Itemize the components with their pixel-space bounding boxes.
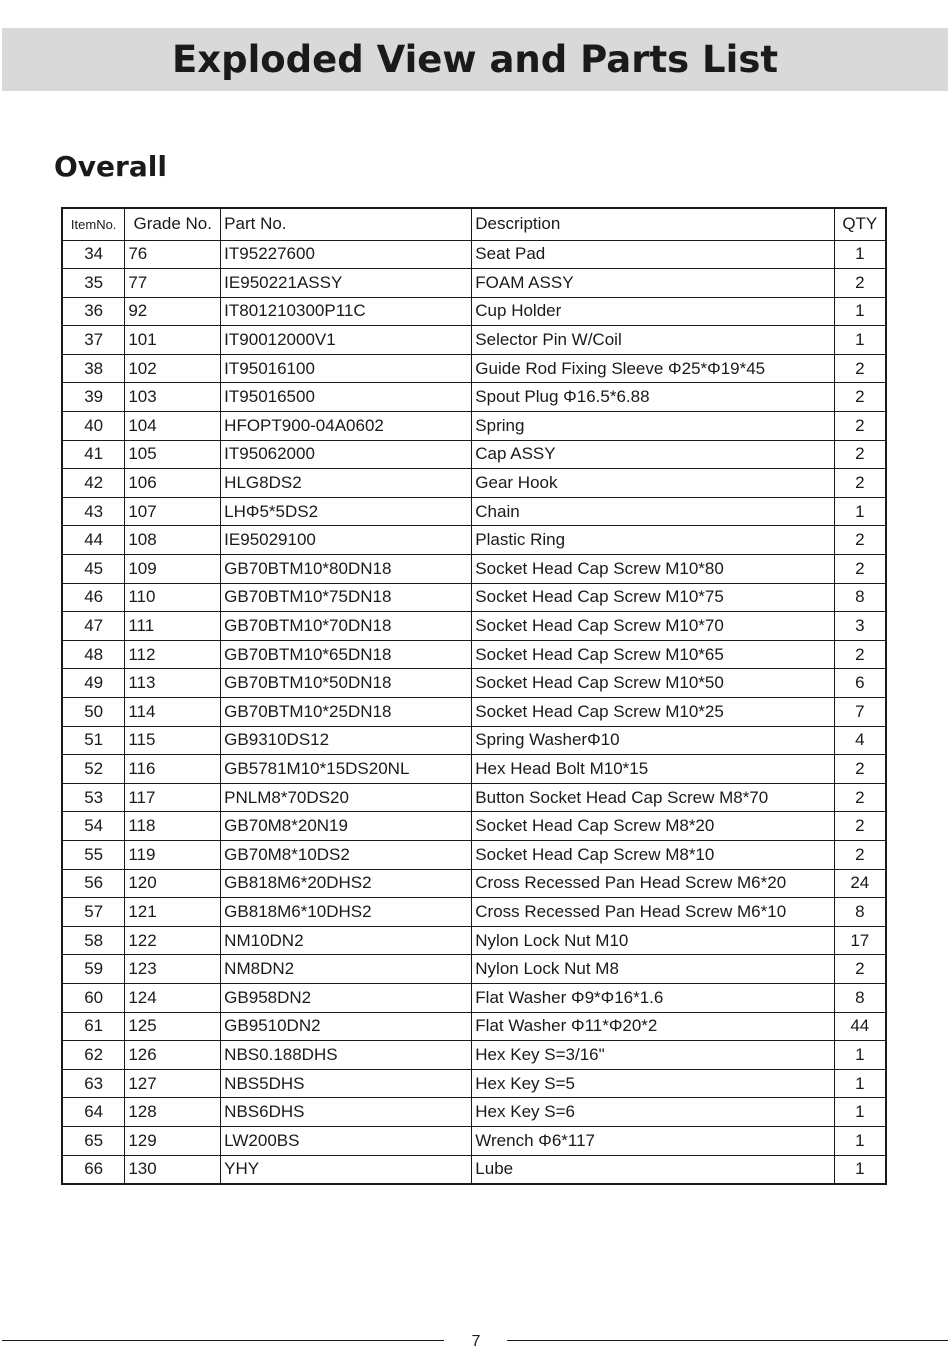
cell-grade-no: 120	[125, 869, 221, 898]
cell-part-no: NBS0.188DHS	[221, 1041, 472, 1070]
cell-qty: 2	[834, 755, 886, 784]
table-row	[62, 669, 886, 698]
cell-qty: 2	[834, 469, 886, 498]
cell-qty: 2	[834, 555, 886, 584]
header-grade-no: Grade No.	[125, 208, 221, 240]
cell-grade-no: 103	[125, 383, 221, 412]
cell-item-no: 47	[62, 612, 125, 641]
cell-description: Wrench Φ6*117	[472, 1126, 834, 1155]
cell-grade-no: 130	[125, 1155, 221, 1184]
cell-item-no: 49	[62, 669, 125, 698]
cell-grade-no: 122	[125, 926, 221, 955]
cell-item-no: 37	[62, 326, 125, 355]
table-header-row	[62, 208, 886, 240]
table-row	[62, 383, 886, 412]
cell-part-no: NBS6DHS	[221, 1098, 472, 1127]
cell-description: Socket Head Cap Screw M8*10	[472, 840, 834, 869]
table-row	[62, 497, 886, 526]
cell-description: Guide Rod Fixing Sleeve Φ25*Φ19*45	[472, 354, 834, 383]
cell-qty: 2	[834, 640, 886, 669]
cell-part-no: GB9510DN2	[221, 1012, 472, 1041]
cell-part-no: IT801210300P11C	[221, 297, 472, 326]
cell-item-no: 66	[62, 1155, 125, 1184]
table-row	[62, 412, 886, 441]
cell-description: Selector Pin W/Coil	[472, 326, 834, 355]
cell-description: Socket Head Cap Screw M10*65	[472, 640, 834, 669]
cell-qty: 2	[834, 383, 886, 412]
cell-item-no: 35	[62, 269, 125, 298]
cell-grade-no: 92	[125, 297, 221, 326]
cell-part-no: GB70BTM10*65DN18	[221, 640, 472, 669]
page-title: Exploded View and Parts List	[171, 38, 779, 81]
cell-description: Cross Recessed Pan Head Screw M6*10	[472, 898, 834, 927]
cell-grade-no: 76	[125, 240, 221, 269]
cell-qty: 8	[834, 583, 886, 612]
section-heading: Overall	[54, 150, 167, 183]
cell-part-no: LHΦ5*5DS2	[221, 497, 472, 526]
table-row	[62, 1041, 886, 1070]
table-row	[62, 1098, 886, 1127]
cell-qty: 24	[834, 869, 886, 898]
cell-qty: 2	[834, 269, 886, 298]
cell-item-no: 40	[62, 412, 125, 441]
parts-table	[61, 207, 887, 1185]
cell-item-no: 41	[62, 440, 125, 469]
cell-part-no: GB958DN2	[221, 983, 472, 1012]
cell-part-no: GB70BTM10*70DN18	[221, 612, 472, 641]
cell-description: Flat Washer Φ9*Φ16*1.6	[472, 983, 834, 1012]
cell-description: Spout Plug Φ16.5*6.88	[472, 383, 834, 412]
cell-grade-no: 115	[125, 726, 221, 755]
cell-qty: 2	[834, 526, 886, 555]
cell-qty: 1	[834, 297, 886, 326]
cell-qty: 1	[834, 240, 886, 269]
cell-description: Gear Hook	[472, 469, 834, 498]
table-row	[62, 955, 886, 984]
table-row	[62, 640, 886, 669]
cell-item-no: 43	[62, 497, 125, 526]
cell-description: FOAM ASSY	[472, 269, 834, 298]
cell-part-no: HFOPT900-04A0602	[221, 412, 472, 441]
table-row	[62, 354, 886, 383]
table-row	[62, 898, 886, 927]
cell-part-no: IE95029100	[221, 526, 472, 555]
cell-grade-no: 116	[125, 755, 221, 784]
cell-part-no: IE950221ASSY	[221, 269, 472, 298]
cell-item-no: 34	[62, 240, 125, 269]
cell-grade-no: 119	[125, 840, 221, 869]
cell-qty: 1	[834, 1098, 886, 1127]
cell-grade-no: 101	[125, 326, 221, 355]
cell-description: Hex Key S=5	[472, 1069, 834, 1098]
table-row	[62, 698, 886, 727]
cell-description: Chain	[472, 497, 834, 526]
cell-part-no: GB70M8*10DS2	[221, 840, 472, 869]
table-row	[62, 297, 886, 326]
cell-item-no: 50	[62, 698, 125, 727]
header-item-no: ItemNo.	[62, 208, 125, 240]
cell-grade-no: 110	[125, 583, 221, 612]
cell-description: Socket Head Cap Screw M10*75	[472, 583, 834, 612]
table-row	[62, 440, 886, 469]
table-row	[62, 555, 886, 584]
cell-part-no: IT95016500	[221, 383, 472, 412]
cell-part-no: GB818M6*10DHS2	[221, 898, 472, 927]
cell-description: Plastic Ring	[472, 526, 834, 555]
cell-part-no: YHY	[221, 1155, 472, 1184]
cell-part-no: IT95227600	[221, 240, 472, 269]
cell-description: Socket Head Cap Screw M10*70	[472, 612, 834, 641]
cell-grade-no: 111	[125, 612, 221, 641]
cell-qty: 4	[834, 726, 886, 755]
cell-description: Button Socket Head Cap Screw M8*70	[472, 783, 834, 812]
cell-grade-no: 106	[125, 469, 221, 498]
cell-qty: 2	[834, 440, 886, 469]
cell-part-no: IT95062000	[221, 440, 472, 469]
cell-description: Cup Holder	[472, 297, 834, 326]
cell-part-no: GB70M8*20N19	[221, 812, 472, 841]
cell-item-no: 42	[62, 469, 125, 498]
table-row	[62, 783, 886, 812]
cell-item-no: 52	[62, 755, 125, 784]
table-row	[62, 983, 886, 1012]
cell-qty: 1	[834, 1155, 886, 1184]
cell-description: Socket Head Cap Screw M10*25	[472, 698, 834, 727]
cell-qty: 1	[834, 1126, 886, 1155]
cell-item-no: 38	[62, 354, 125, 383]
cell-qty: 2	[834, 354, 886, 383]
cell-qty: 1	[834, 326, 886, 355]
cell-grade-no: 108	[125, 526, 221, 555]
cell-qty: 7	[834, 698, 886, 727]
cell-part-no: GB5781M10*15DS20NL	[221, 755, 472, 784]
cell-item-no: 54	[62, 812, 125, 841]
header-description: Description	[472, 208, 834, 240]
cell-grade-no: 128	[125, 1098, 221, 1127]
table-row	[62, 812, 886, 841]
cell-item-no: 48	[62, 640, 125, 669]
table-row	[62, 1012, 886, 1041]
cell-part-no: LW200BS	[221, 1126, 472, 1155]
cell-item-no: 57	[62, 898, 125, 927]
cell-qty: 3	[834, 612, 886, 641]
cell-description: Nylon Lock Nut M8	[472, 955, 834, 984]
cell-item-no: 58	[62, 926, 125, 955]
cell-qty: 1	[834, 1041, 886, 1070]
header-qty: QTY	[834, 208, 886, 240]
cell-grade-no: 121	[125, 898, 221, 927]
cell-description: Nylon Lock Nut M10	[472, 926, 834, 955]
cell-part-no: PNLM8*70DS20	[221, 783, 472, 812]
table-row	[62, 840, 886, 869]
cell-description: Cap ASSY	[472, 440, 834, 469]
cell-grade-no: 77	[125, 269, 221, 298]
cell-grade-no: 123	[125, 955, 221, 984]
footer-rule-right	[507, 1340, 948, 1341]
cell-description: Lube	[472, 1155, 834, 1184]
cell-item-no: 46	[62, 583, 125, 612]
cell-part-no: NM8DN2	[221, 955, 472, 984]
cell-part-no: GB70BTM10*75DN18	[221, 583, 472, 612]
cell-part-no: GB70BTM10*50DN18	[221, 669, 472, 698]
cell-grade-no: 124	[125, 983, 221, 1012]
table-row	[62, 1155, 886, 1184]
cell-part-no: GB818M6*20DHS2	[221, 869, 472, 898]
cell-part-no: GB70BTM10*80DN18	[221, 555, 472, 584]
cell-part-no: IT90012000V1	[221, 326, 472, 355]
cell-item-no: 51	[62, 726, 125, 755]
cell-grade-no: 104	[125, 412, 221, 441]
cell-grade-no: 129	[125, 1126, 221, 1155]
table-row	[62, 926, 886, 955]
cell-item-no: 61	[62, 1012, 125, 1041]
cell-qty: 2	[834, 955, 886, 984]
cell-grade-no: 102	[125, 354, 221, 383]
cell-qty: 17	[834, 926, 886, 955]
title-bar	[2, 28, 948, 91]
cell-qty: 8	[834, 983, 886, 1012]
cell-item-no: 36	[62, 297, 125, 326]
cell-item-no: 62	[62, 1041, 125, 1070]
table-row	[62, 869, 886, 898]
cell-grade-no: 114	[125, 698, 221, 727]
cell-grade-no: 125	[125, 1012, 221, 1041]
table-row	[62, 269, 886, 298]
table-row	[62, 469, 886, 498]
cell-qty: 6	[834, 669, 886, 698]
table-row	[62, 240, 886, 269]
cell-item-no: 65	[62, 1126, 125, 1155]
cell-qty: 2	[834, 412, 886, 441]
cell-qty: 2	[834, 840, 886, 869]
cell-grade-no: 105	[125, 440, 221, 469]
cell-qty: 1	[834, 497, 886, 526]
table-row	[62, 583, 886, 612]
cell-description: Cross Recessed Pan Head Screw M6*20	[472, 869, 834, 898]
cell-grade-no: 113	[125, 669, 221, 698]
cell-qty: 2	[834, 812, 886, 841]
cell-part-no: NM10DN2	[221, 926, 472, 955]
cell-qty: 8	[834, 898, 886, 927]
cell-description: Hex Key S=6	[472, 1098, 834, 1127]
cell-grade-no: 112	[125, 640, 221, 669]
footer-rule-left	[2, 1340, 444, 1341]
cell-description: Spring	[472, 412, 834, 441]
cell-qty: 2	[834, 783, 886, 812]
table-row	[62, 755, 886, 784]
table-row	[62, 526, 886, 555]
cell-part-no: GB9310DS12	[221, 726, 472, 755]
cell-part-no: NBS5DHS	[221, 1069, 472, 1098]
table-row	[62, 726, 886, 755]
cell-grade-no: 117	[125, 783, 221, 812]
cell-description: Flat Washer Φ11*Φ20*2	[472, 1012, 834, 1041]
cell-description: Spring WasherΦ10	[472, 726, 834, 755]
cell-grade-no: 127	[125, 1069, 221, 1098]
cell-description: Seat Pad	[472, 240, 834, 269]
cell-item-no: 59	[62, 955, 125, 984]
cell-description: Socket Head Cap Screw M10*50	[472, 669, 834, 698]
cell-description: Socket Head Cap Screw M10*80	[472, 555, 834, 584]
cell-part-no: HLG8DS2	[221, 469, 472, 498]
cell-item-no: 44	[62, 526, 125, 555]
cell-qty: 1	[834, 1069, 886, 1098]
cell-item-no: 53	[62, 783, 125, 812]
cell-grade-no: 126	[125, 1041, 221, 1070]
cell-item-no: 64	[62, 1098, 125, 1127]
cell-item-no: 56	[62, 869, 125, 898]
cell-grade-no: 118	[125, 812, 221, 841]
table-row	[62, 326, 886, 355]
cell-part-no: IT95016100	[221, 354, 472, 383]
parts-table-body	[62, 240, 886, 1184]
table-row	[62, 1069, 886, 1098]
cell-grade-no: 107	[125, 497, 221, 526]
table-row	[62, 1126, 886, 1155]
cell-item-no: 45	[62, 555, 125, 584]
table-row	[62, 612, 886, 641]
cell-description: Hex Head Bolt M10*15	[472, 755, 834, 784]
cell-item-no: 39	[62, 383, 125, 412]
cell-description: Hex Key S=3/16"	[472, 1041, 834, 1070]
cell-part-no: GB70BTM10*25DN18	[221, 698, 472, 727]
cell-item-no: 60	[62, 983, 125, 1012]
header-part-no: Part No.	[221, 208, 472, 240]
cell-item-no: 55	[62, 840, 125, 869]
cell-description: Socket Head Cap Screw M8*20	[472, 812, 834, 841]
page-number: 7	[471, 1333, 481, 1350]
cell-grade-no: 109	[125, 555, 221, 584]
cell-item-no: 63	[62, 1069, 125, 1098]
cell-qty: 44	[834, 1012, 886, 1041]
